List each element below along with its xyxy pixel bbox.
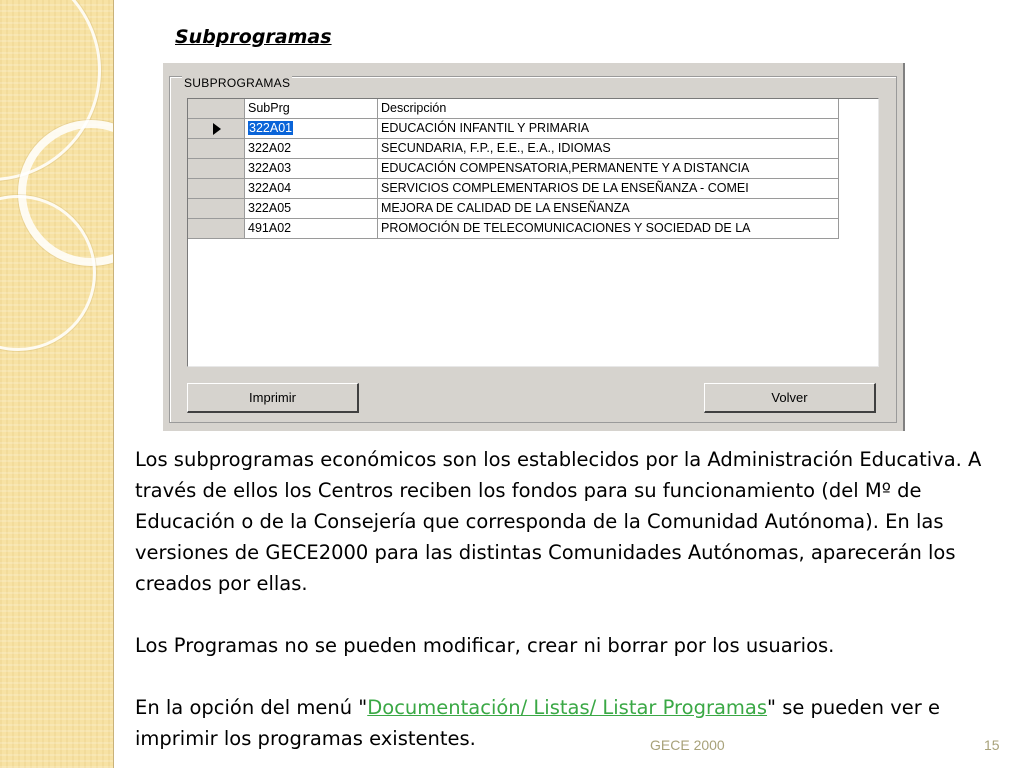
side-band-edge <box>113 0 114 768</box>
group-label: SUBPROGRAMAS <box>184 76 291 90</box>
table-row[interactable] <box>188 179 839 199</box>
row-indicator[interactable] <box>188 139 245 158</box>
body-paragraph-subprogramas: Los subprogramas económicos son los establecidos por la Administración Educativa. A través de ellos los Centros reciben los fondos para su funcionamiento (del Mº de Educación o de la Consejería que corresponda de la Comunidad Autónoma). En las versiones de GECE2000 para las distintas Comunidades Autónomas, aparecerán los creados por ellas. <box>135 448 982 595</box>
imprimir-button[interactable]: Imprimir <box>187 383 359 413</box>
body-paragraph-programas: Los Programas no se pueden modificar, crear ni borrar por los usuarios. <box>135 634 835 657</box>
grid-header-row <box>188 99 839 119</box>
table-row[interactable] <box>188 119 839 139</box>
description-cell[interactable]: EDUCACIÓN COMPENSATORIA,PERMANENTE Y A DISTANCIA <box>378 159 839 178</box>
table-row[interactable] <box>188 199 839 219</box>
description-cell[interactable]: EDUCACIÓN INFANTIL Y PRIMARIA <box>378 119 839 138</box>
decorative-side-band <box>0 0 113 768</box>
subprg-cell[interactable]: 322A03 <box>245 159 378 178</box>
menu-path-link[interactable]: Documentación/ Listas/ Listar Programas <box>367 696 768 719</box>
slide-title: Subprogramas <box>175 26 332 48</box>
row-indicator[interactable] <box>188 179 245 198</box>
menu-option-prefix: En la opción del menú " <box>135 696 368 719</box>
row-indicator-header <box>188 99 245 118</box>
column-header-descripcion[interactable]: Descripción <box>378 99 839 118</box>
subprg-cell[interactable]: 491A02 <box>245 219 378 238</box>
subprogramas-grid[interactable] <box>187 98 879 367</box>
footer-label: GECE 2000 <box>650 737 725 753</box>
row-indicator[interactable] <box>188 159 245 178</box>
subprg-cell[interactable]: 322A05 <box>245 199 378 218</box>
row-indicator[interactable] <box>188 119 245 138</box>
description-cell[interactable]: PROMOCIÓN DE TELECOMUNICACIONES Y SOCIEDAD DE LA <box>378 219 839 238</box>
volver-button[interactable]: Volver <box>704 383 876 413</box>
page-number: 15 <box>984 737 1000 753</box>
current-row-arrow-icon <box>213 123 221 135</box>
body-paragraph-menu-option <box>135 692 1015 754</box>
menu-option-suffix: " se pueden ver e imprimir los programas existentes. <box>135 696 940 750</box>
description-cell[interactable]: SERVICIOS COMPLEMENTARIOS DE LA ENSEÑANZA - COMEI <box>378 179 839 198</box>
column-header-subprg[interactable]: SubPrg <box>245 99 378 118</box>
slide-body <box>135 444 1015 754</box>
subprg-cell[interactable] <box>245 119 378 138</box>
selected-cell-text: 322A01 <box>249 121 293 135</box>
row-indicator[interactable] <box>188 199 245 218</box>
description-cell[interactable]: SECUNDARIA, F.P., E.E., E.A., IDIOMAS <box>378 139 839 158</box>
table-row[interactable] <box>188 219 839 239</box>
subprogramas-dialog <box>163 63 905 431</box>
description-cell[interactable]: MEJORA DE CALIDAD DE LA ENSEÑANZA <box>378 199 839 218</box>
table-row[interactable] <box>188 139 839 159</box>
subprg-cell[interactable]: 322A04 <box>245 179 378 198</box>
table-row[interactable] <box>188 159 839 179</box>
row-indicator[interactable] <box>188 219 245 238</box>
subprg-cell[interactable]: 322A02 <box>245 139 378 158</box>
